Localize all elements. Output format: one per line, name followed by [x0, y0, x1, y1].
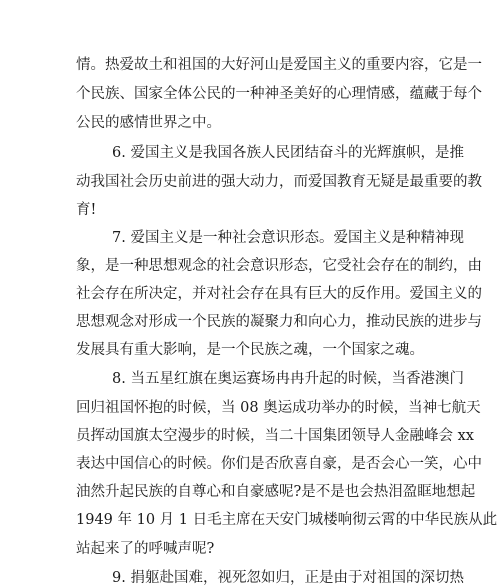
text-line: 育!: [76, 202, 97, 218]
text-line: 1949 年 10 月 1 日毛主席在天安门城楼响彻云霄的中华民族从此: [76, 512, 498, 528]
text-line: 象，是一种思想观念的社会意识形态，它受社会存在的制约，由: [76, 258, 482, 274]
paragraph-first-line: 8. 当五星红旗在奥运赛场冉冉升起的时候，当香港澳门: [112, 371, 464, 387]
text-line: 动我国社会历史前进的强大动力，而爱国教育无疑是最重要的教: [76, 174, 482, 190]
text-line: 表达中国信心的时候。你们是否欣喜自豪，是否会心一笑，心中: [76, 456, 482, 472]
text-line: 社会存在所决定，并对社会存在具有巨大的反作用。爱国主义的: [76, 286, 482, 302]
paragraph-first-line: 9. 捐躯赴国难，视死忽如归，正是由于对祖国的深切热: [112, 570, 464, 586]
paragraph-first-line: 6. 爱国主义是我国各族人民团结奋斗的光辉旗帜，是推: [112, 145, 464, 161]
text-line: 站起来了的呼喊声呢?: [76, 541, 215, 557]
text-line: 情。热爱故土和祖国的大好河山是爱国主义的重要内容，它是一: [76, 57, 482, 73]
text-line: 员挥动国旗太空漫步的时候，当二十国集团领导人金融峰会 xx: [76, 428, 474, 444]
text-line: 发展具有重大影响，是一个民族之魂，一个国家之魂。: [76, 342, 424, 358]
text-line: 回归祖国怀抱的时候，当 08 奥运成功举办的时候，当神七航天: [76, 400, 481, 416]
text-line: 公民的感情世界之中。: [76, 115, 221, 131]
paragraph-first-line: 7. 爱国主义是一种社会意识形态。爱国主义是种精神现: [112, 230, 464, 246]
text-line: 个民族、国家全体公民的一种神圣美好的心理情感，蕴藏于每个: [76, 86, 482, 102]
text-line: 油然升起民族的自尊心和自豪感呢?是不是也会热泪盈眶地想起: [76, 484, 476, 500]
text-line: 思想观念对形成一个民族的凝聚力和向心力，推动民族的进步与: [76, 314, 482, 330]
